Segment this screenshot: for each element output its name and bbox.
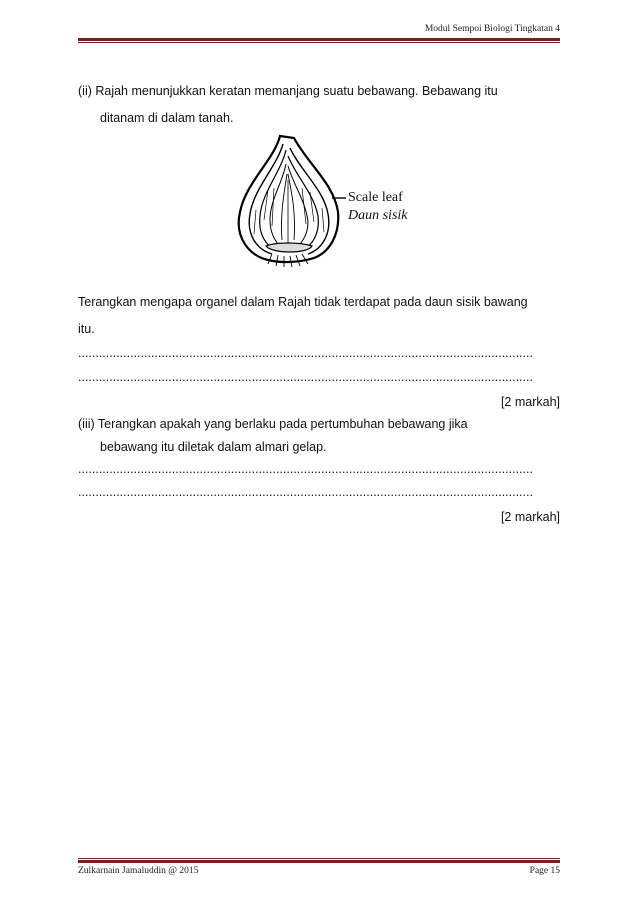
question-ii-line2: ditanam di dalam tanah. [100, 111, 234, 125]
answer-line[interactable]: ................................................................................................................................... [78, 346, 533, 360]
question-iii-line2: bebawang itu diletak dalam almari gelap. [100, 440, 327, 454]
figure-label-scale-leaf: Scale leaf [348, 190, 403, 205]
marks-label: [2 markah] [500, 510, 560, 524]
figure-label-daun-sisik: Daun sisik [348, 208, 408, 223]
header-title: Modul Sempoi Biologi Tingkatan 4 [424, 24, 560, 34]
header-rule [78, 38, 560, 43]
answer-line[interactable]: ................................................................................................................................... [78, 485, 533, 499]
question-ii-prompt-line2: itu. [78, 322, 95, 336]
question-ii-prompt-line1: Terangkan mengapa organel dalam Rajah tidak terdapat pada daun sisik bawang [78, 295, 528, 309]
answer-line[interactable]: ................................................................................................................................... [78, 370, 533, 384]
marks-label: [2 markah] [500, 395, 560, 409]
onion-figure [228, 130, 428, 272]
footer-page-number: Page 15 [529, 866, 560, 876]
answer-line[interactable]: ................................................................................................................................... [78, 462, 533, 476]
footer-rule [78, 858, 560, 863]
question-iii-line1: (iii) Terangkan apakah yang berlaku pada pertumbuhan bebawang jika [78, 417, 468, 431]
footer-author: Zulkarnain Jamaluddin @ 2015 [78, 866, 199, 876]
question-ii-line1: (ii) Rajah menunjukkan keratan memanjang suatu bebawang. Bebawang itu [78, 84, 498, 98]
